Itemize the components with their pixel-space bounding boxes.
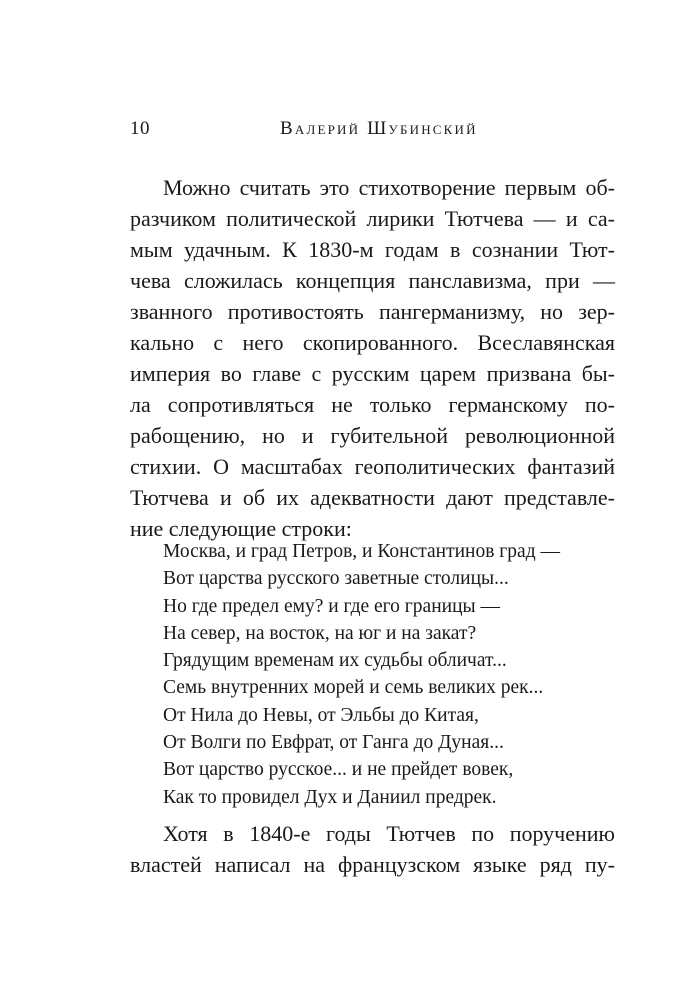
page-number: 10 xyxy=(130,118,150,139)
running-head-author: Валерий Шубинский xyxy=(280,118,478,139)
text-line: рабощению, но и губительной революционной xyxy=(130,423,615,448)
poem-verse: На север, на восток, на юг и на закат? xyxy=(163,622,477,644)
text-line: ние следующие строки: xyxy=(130,516,352,541)
poem-verse: Москва, и град Петров, и Константинов град — xyxy=(163,541,560,562)
text-line: стихии. О масштабах геополитических фантазий xyxy=(130,454,615,479)
text-line: званного противостоять пангерманизму, но зер- xyxy=(130,299,615,324)
text-line: Можно считать это стихотворение первым об- xyxy=(163,175,615,200)
text-line: империя во главе с русским царем призвана бы- xyxy=(130,361,615,386)
text-line: разчиком политической лирики Тютчева — и са- xyxy=(130,206,615,231)
paragraph-1 xyxy=(130,172,615,544)
text-line: мым удачным. К 1830-м годам в сознании Тют- xyxy=(130,237,615,262)
text-line: кально с него скопированного. Всеславянская xyxy=(130,330,615,355)
text-line: властей написал на французском языке ряд пу- xyxy=(130,852,615,877)
text-line: ла сопротивляться не только германскому по- xyxy=(130,392,615,417)
poem-quote xyxy=(163,538,633,811)
poem-verse: Семь внутренних морей и семь великих рек... xyxy=(163,677,544,699)
poem-verse: От Нила до Невы, от Эльбы до Китая, xyxy=(163,704,479,726)
poem-verse: Но где предел ему? и где его границы — xyxy=(163,595,500,617)
text-line: Хотя в 1840-е годы Тютчев по поручению xyxy=(163,821,615,846)
poem-verse: Вот царства русского заветные столицы... xyxy=(163,568,509,590)
poem-verse: Как то провидел Дух и Даниил предрек. xyxy=(163,786,497,808)
text-line: чева сложилась концепция панславизма, при — xyxy=(130,268,615,293)
running-head xyxy=(130,118,615,142)
poem-verse: Вот царство русское... и не прейдет вовек, xyxy=(163,759,514,781)
poem-verse: Грядущим временам их судьбы обличат... xyxy=(163,650,507,672)
text-line: Тютчева и об их адекватности дают представле- xyxy=(130,485,615,510)
poem-verse: От Волги по Евфрат, от Ганга до Дуная... xyxy=(163,732,504,754)
paragraph-2 xyxy=(130,818,615,880)
